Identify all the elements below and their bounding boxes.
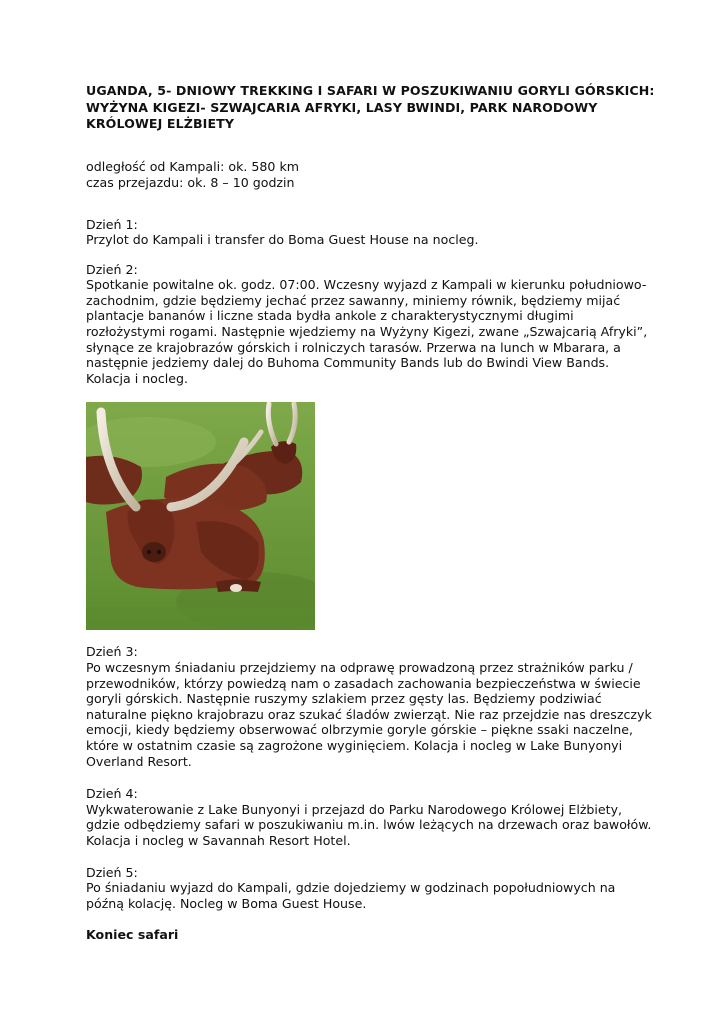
day-1-label: Dzień 1: xyxy=(86,216,138,232)
document-page xyxy=(86,83,656,943)
day-3-text: Po wczesnym śniadaniu przejdziemy na odprawę prowadzoną przez strażników parku / przewodników, którzy powiedzą nam o zasadach zachowania bezpieczeństwa w świecie goryli górskich. Następnie ruszymy szlakiem przez gęsty las. Będziemy podziwiać naturalne piękno krajobrazu oraz szukać śladów zwierząt. Nie raz przejdzie nas dreszczyk emocji, kiedy będziemy obserwować olbrzymie goryle górskie – piękne ssaki naczelne, które w ostatnim czasie są zagrożone wyginięciem. Kolacja i nocleg w Lake Bunyonyi Overland Resort. xyxy=(86,660,652,769)
day-2-text: Spotkanie powitalne ok. godz. 07:00. Wczesny wyjazd z Kampali w kierunku południowo-zachodnim, gdzie będziemy jechać przez sawanny, miniemy równik, będziemy mijać plantacje bananów i liczne stada bydła ankole z charakterystycznymi długimi rozłożystymi rogami. Następnie wjedziemy na Wyżyny Kigezi, zwane „Szwajcarią Afryki”, słynące ze krajobrazów górskich i rolniczych tarasów. Przerwa na lunch w Mbarara, a następnie jedziemy dalej do Buhoma Community Bands lub do Bwindi View Bands. Kolacja i nocleg. xyxy=(86,277,648,386)
day-5-section xyxy=(86,865,656,912)
document-title: UGANDA, 5- DNIOWY TREKKING I SAFARI W POSZUKIWANIU GORYLI GÓRSKICH: WYŻYNA KIGEZI- SZWAJCARIA AFRYKI, LASY BWINDI, PARK NARODOWY KRÓLOWEJ ELŻBIETY xyxy=(86,83,655,131)
day-1-text: Przylot do Kampali i transfer do Boma Guest House na nocleg. xyxy=(86,232,479,248)
day-2-section xyxy=(86,262,656,387)
day-5-text: Po śniadaniu wyjazd do Kampali, gdzie dojedziemy w godzinach popołudniowych na późną kolację. Nocleg w Boma Guest House. xyxy=(86,880,616,911)
distance-text: odległość od Kampali: ok. 580 km xyxy=(86,158,299,174)
day-4-label: Dzień 4: xyxy=(86,786,138,802)
day-2-label: Dzień 2: xyxy=(86,261,138,277)
day-4-text: Wykwaterowanie z Lake Bunyonyi i przejazd do Parku Narodowego Królowej Elżbiety, gdzie odbędziemy safari w poszukiwaniu m.in. lwów leżących na drzewach oraz bawołów. Kolacja i nocleg w Savannah Resort Hotel. xyxy=(86,801,652,848)
ankole-cattle-photo xyxy=(86,402,315,630)
day-3-label: Dzień 3: xyxy=(86,644,138,660)
travel-time-text: czas przejazdu: ok. 8 – 10 godzin xyxy=(86,174,295,190)
day-3-section xyxy=(86,644,656,769)
day-4-section xyxy=(86,786,656,848)
day-1-section xyxy=(86,217,656,248)
day-5-label: Dzień 5: xyxy=(86,864,138,880)
trip-info xyxy=(86,159,656,191)
ending-text: Koniec safari xyxy=(86,927,179,943)
